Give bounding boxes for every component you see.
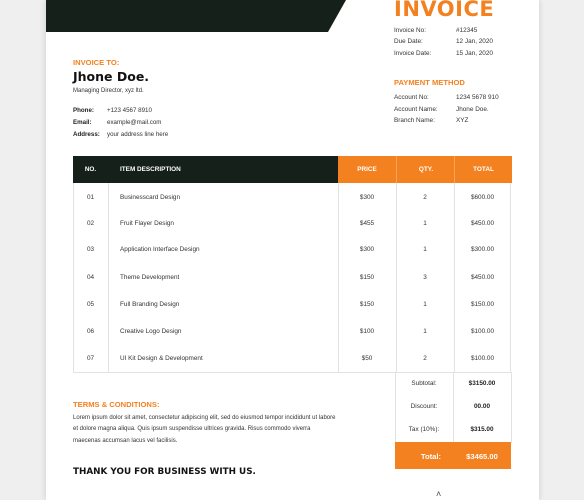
header-total: TOTAL <box>454 156 512 183</box>
grand-total-value: $3465.00 <box>466 452 498 461</box>
phone-label: Phone: <box>73 107 94 114</box>
invoice-sheet <box>46 0 539 500</box>
invoice-number-label: Invoice No: <box>394 27 426 34</box>
invoice-number-value: #12345 <box>456 27 478 34</box>
table-header <box>73 156 511 183</box>
discount-row <box>395 396 511 420</box>
thank-you-note: THANK YOU FOR BUSINESS WITH US. <box>73 467 256 477</box>
row-total: $150.00 <box>470 301 495 308</box>
due-date-value: 12 Jan, 2020 <box>456 38 493 45</box>
email-label: Email: <box>73 119 92 126</box>
row-qty: 2 <box>423 355 427 362</box>
invoice-date-label: Invoice Date: <box>394 50 432 57</box>
header-price: PRICE <box>338 156 396 183</box>
signature-mark: ˄ <box>436 489 442 499</box>
tax-value: $315.00 <box>470 426 494 433</box>
account-name-row <box>394 106 539 116</box>
row-description: Businesscard Design <box>120 194 181 201</box>
invoice-title: INVOICE <box>394 0 495 21</box>
discount-label: Discount: <box>410 403 438 410</box>
row-no: 02 <box>86 220 95 227</box>
address-value: your address line here <box>107 131 169 138</box>
header-description: ITEM DESCRIPTION <box>120 166 181 173</box>
row-description: Creative Logo Design <box>120 328 182 335</box>
row-qty: 1 <box>423 220 427 227</box>
row-price: $300 <box>359 194 375 201</box>
table-row <box>73 264 511 291</box>
row-total: $100.00 <box>470 355 495 362</box>
row-total: $600.00 <box>470 194 495 201</box>
row-no: 04 <box>86 274 95 281</box>
branch-name-label: Branch Name: <box>394 117 435 124</box>
row-qty: 1 <box>423 246 427 253</box>
row-qty: 3 <box>423 274 427 281</box>
address-label: Address: <box>73 131 100 138</box>
branch-name-value: XYZ <box>456 117 469 124</box>
due-date-label: Due Date: <box>394 38 423 45</box>
row-price: $100 <box>359 328 375 335</box>
payment-method-label: PAYMENT METHOD <box>394 78 465 87</box>
row-qty: 1 <box>423 301 427 308</box>
row-total: $450.00 <box>470 220 495 227</box>
row-description: UI Kit Design & Development <box>120 355 203 362</box>
header-band <box>46 0 346 32</box>
row-price: $455 <box>359 220 375 227</box>
row-no: 03 <box>86 246 95 253</box>
branch-name-row <box>394 117 539 127</box>
terms-label: TERMS & CONDITIONS: <box>73 400 160 409</box>
invoice-number-row <box>394 27 539 37</box>
tax-row <box>395 419 511 443</box>
row-description: Full Branding Design <box>120 301 180 308</box>
row-description: Application Interface Design <box>120 246 200 253</box>
account-number-value: 1234 5678 910 <box>456 94 499 101</box>
header-bar-dark <box>73 156 338 183</box>
discount-value: 00.00 <box>474 403 490 410</box>
subtotal-value: $3150.00 <box>468 380 496 387</box>
row-no: 07 <box>86 355 95 362</box>
row-price: $150 <box>359 301 375 308</box>
account-number-row <box>394 94 539 104</box>
table-row <box>73 345 511 372</box>
row-price: $50 <box>361 355 373 362</box>
account-name-value: Jhone Doe. <box>456 106 489 113</box>
row-total: $100.00 <box>470 328 495 335</box>
subtotal-row <box>395 373 511 397</box>
invoice-date-value: 15 Jan, 2020 <box>456 50 493 57</box>
invoice-date-row <box>394 50 539 60</box>
row-qty: 2 <box>423 194 427 201</box>
table-row <box>73 318 511 345</box>
row-total: $450.00 <box>470 274 495 281</box>
client-role: Managing Director, xyz ltd. <box>73 88 144 94</box>
row-no: 06 <box>86 328 95 335</box>
grand-total-bar <box>395 442 511 469</box>
invoice-to-label: INVOICE TO: <box>73 58 120 67</box>
table-row <box>73 210 511 237</box>
row-description: Fruit Flayer Design <box>120 220 174 227</box>
row-no: 05 <box>86 301 95 308</box>
row-price: $300 <box>359 246 375 253</box>
row-description: Theme Development <box>120 274 180 281</box>
table-row <box>73 184 511 211</box>
phone-value: +123 4567 8910 <box>107 107 152 114</box>
email-value: example@mail.com <box>107 119 162 126</box>
tax-label: Tax (10%): <box>408 426 440 433</box>
account-name-label: Account Name: <box>394 106 438 113</box>
grand-total-label: Total: <box>420 452 441 461</box>
account-number-label: Account No: <box>394 94 429 101</box>
table-row <box>73 291 511 318</box>
terms-text: Lorem ipsum dolor sit amet, consectetur adipiscing elit, sed do eiusmod tempor incididunt ut labore et dolore magna aliqua. Quis ipsum suspendisse ultrices gravida. Risus commodo viverra maecenas accumsan lacus vel facilisis. <box>73 415 336 444</box>
row-total: $300.00 <box>470 246 495 253</box>
row-no: 01 <box>86 194 95 201</box>
subtotal-label: Subtotal: <box>411 380 437 387</box>
header-qty: QTY. <box>396 156 455 183</box>
row-qty: 1 <box>423 328 427 335</box>
client-name: Jhone Doe. <box>73 69 150 84</box>
row-price: $150 <box>359 274 375 281</box>
table-row <box>73 236 511 263</box>
due-date-row <box>394 38 539 48</box>
header-no: NO. <box>84 166 97 173</box>
